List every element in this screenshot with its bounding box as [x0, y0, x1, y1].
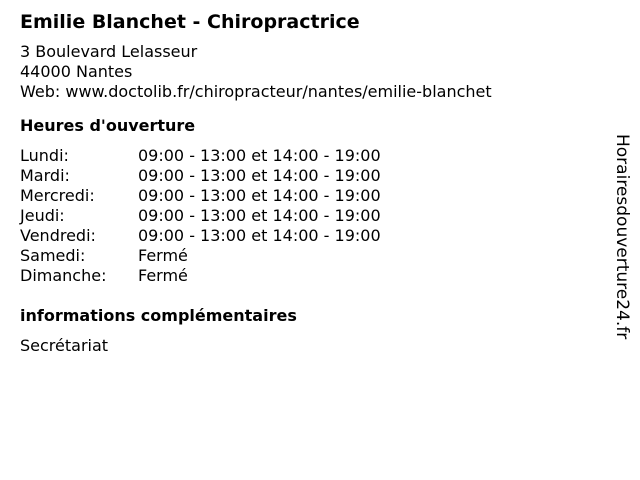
day-label: Mercredi:: [20, 186, 95, 205]
day-label: Jeudi:: [20, 206, 65, 225]
address-city: 44000 Nantes: [20, 62, 133, 81]
additional-info-heading: informations complémentaires: [20, 306, 297, 325]
time-range: 09:00 - 13:00 et 14:00 - 19:00: [138, 146, 381, 165]
hours-row-wednesday: [20, 186, 600, 206]
day-label: Vendredi:: [20, 226, 96, 245]
closed-label: Fermé: [138, 246, 188, 265]
closed-label: Fermé: [138, 266, 188, 285]
site-watermark: Horairesdouverture24.fr: [612, 134, 632, 340]
hours-row-thursday: [20, 206, 600, 226]
hours-row-saturday: [20, 246, 600, 266]
additional-info-text: Secrétariat: [20, 336, 109, 355]
business-title: Emilie Blanchet - Chiropractrice: [20, 11, 360, 33]
day-label: Dimanche:: [20, 266, 107, 285]
day-label: Lundi:: [20, 146, 69, 165]
time-range: 09:00 - 13:00 et 14:00 - 19:00: [138, 206, 381, 225]
hours-row-tuesday: [20, 166, 600, 186]
hours-row-friday: [20, 226, 600, 246]
time-range: 09:00 - 13:00 et 14:00 - 19:00: [138, 186, 381, 205]
opening-hours-heading: Heures d'ouverture: [20, 116, 196, 135]
day-label: Samedi:: [20, 246, 86, 265]
business-card: [20, 10, 600, 356]
time-range: 09:00 - 13:00 et 14:00 - 19:00: [138, 166, 381, 185]
opening-hours-list: [20, 146, 600, 286]
day-label: Mardi:: [20, 166, 70, 185]
hours-row-sunday: [20, 266, 600, 286]
address-street: 3 Boulevard Lelasseur: [20, 42, 198, 61]
time-range: 09:00 - 13:00 et 14:00 - 19:00: [138, 226, 381, 245]
hours-row-monday: [20, 146, 600, 166]
website-text: Web: www.doctolib.fr/chiropracteur/nantes/emilie-blanchet: [20, 82, 492, 101]
